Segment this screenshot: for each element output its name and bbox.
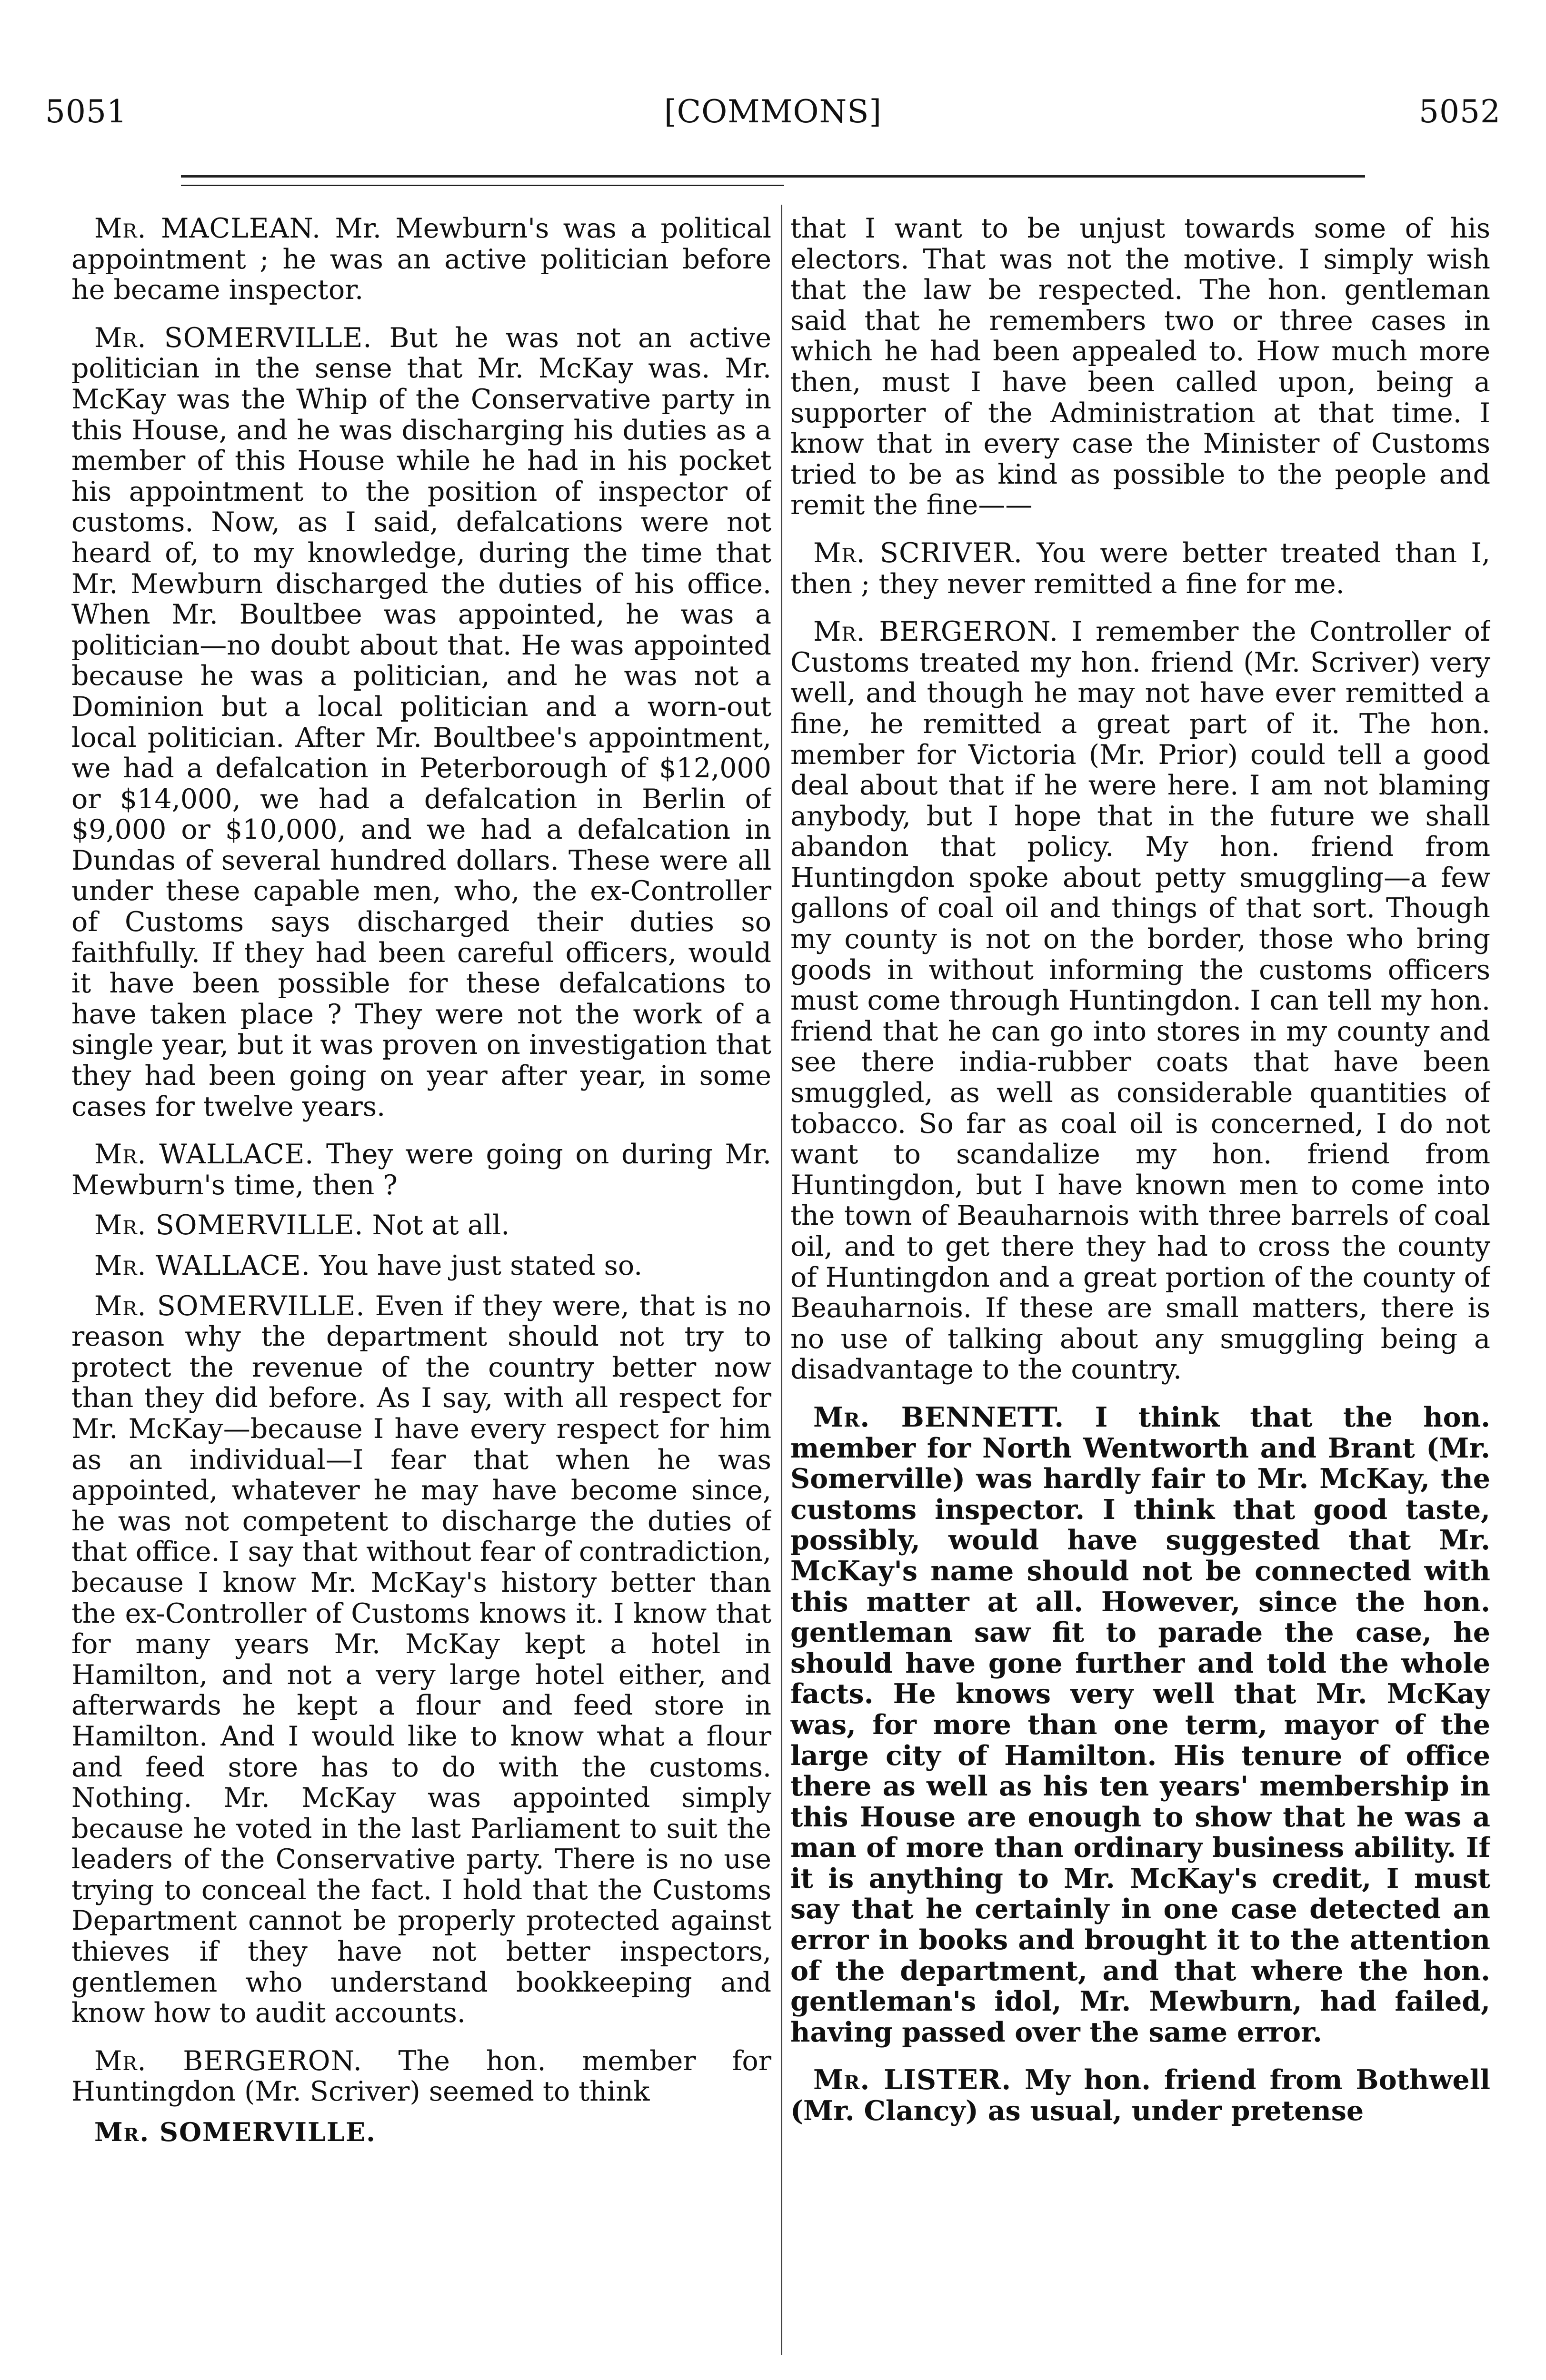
speaker-name: Mr. SCRIVER. bbox=[813, 537, 1023, 569]
speaker-name: Mr. BENNETT. bbox=[813, 1401, 1065, 1433]
paragraph-text: Mr. Mewburn's was a political appointment ; he was an active politician before he became inspector. bbox=[71, 213, 771, 306]
paragraph-text: My hon. friend from Bothwell (Mr. Clancy) as usual, under pretense bbox=[790, 2064, 1490, 2127]
paragraph-text: I think that the hon. member for North Wentworth and Brant (Mr. Somerville) was hardly fair to Mr. McKay, the customs inspector. I think that good taste, possibly, would have suggested that Mr. McKay's name should not be connected with this matter at all. However, since the hon. gentleman saw fit to parade the case, he should have gone further and told the whole facts. He knows very well that Mr. McKay was, for more than one term, mayor of the large city of Hamilton. His tenure of office there as well as his ten years' membership in this House are enough to show that he was a man of more than ordinary business ability. If it is anything to Mr. McKay's credit, I must say that he certainly in one case detected an error in books and brought it to the attention of the department, and that where the hon. gentleman's idol, Mr. Mewburn, had failed, having passed over the same error. bbox=[790, 1401, 1490, 2048]
paragraph bbox=[71, 213, 771, 306]
paragraph-text: I remember the Controller of Customs treated my hon. friend (Mr. Scriver) very well, and though he may not have ever remitted a fine, he remitted a great part of it. The hon. member for Victoria (Mr. Prior) could tell a good deal about that if he were here. I am not blaming anybody, but I hope that in the future we shall abandon that policy. My hon. friend from Huntingdon spoke about petty smuggling—a few gallons of coal oil and things of that sort. Though my county is not on the border, those who bring goods in without informing the customs officers must come through Huntingdon. I can tell my hon. friend that he can go into stores in my county and see there india-rubber coats that have been smuggled, as well as considerable quantities of tobacco. So far as coal oil is concerned, I do not want to scandalize my hon. friend from Huntingdon, but I have known men to come into the town of Beauharnois with three barrels of coal oil, and to get there they had to cross the county of Huntingdon and a great portion of the county of Beauharnois. If these are small matters, there is no use of talking about any smuggling being a disadvantage to the country. bbox=[790, 616, 1490, 1386]
running-head: [COMMONS] bbox=[664, 93, 882, 130]
paragraph bbox=[71, 2046, 771, 2107]
speaker-name: Mr. MACLEAN. bbox=[94, 213, 321, 244]
paragraph bbox=[71, 1210, 771, 1241]
paragraph bbox=[790, 538, 1490, 599]
speaker-name: Mr. LISTER. bbox=[813, 2064, 1012, 2096]
paragraph-text: You were better treated than I, then ; they never remitted a fine for me. bbox=[790, 537, 1490, 600]
paragraph-text: Even if they were, that is no reason why the department should not try to protect the revenue of the country better now than they did before. As I say, with all respect for Mr. McKay—because I have every respect for him as an individual—I fear that when he was appointed, whatever he may have become since, he was not competent to discharge the duties of that office. I say that without fear of contradiction, because I know Mr. McKay's history better than the ex-Controller of Customs knows it. I know that for many years Mr. McKay kept a hotel in Hamilton, and not a very large hotel either, and afterwards he kept a flour and feed store in Hamilton. And I would like to know what a flour and feed store has to do with the customs. Nothing. Mr. McKay was appointed simply because he voted in the last Parliament to suit the leaders of the Conservative party. There is no use trying to conceal the fact. I hold that the Customs Department cannot be properly protected against thieves if they have not better inspectors, gentlemen who understand bookkeeping and know how to audit accounts. bbox=[71, 1290, 771, 2029]
paragraph-text: But he was not an active politician in the sense that Mr. McKay was. Mr. McKay was the Whip of the Conservative party in this House, and he was discharging his duties as a member of this House while he had in his pocket his appointment to the position of inspector of customs. Now, as I said, defalcations were not heard of, to my knowledge, during the time that Mr. Mewburn discharged the duties of his office. When Mr. Boultbee was appointed, he was a politician—no doubt about that. He was appointed because he was a politician, and he was not a Dominion but a local politician and a worn-out local politician. After Mr. Boultbee's appointment, we had a defalcation in Peterborough of $12,000 or $14,000, we had a defalcation in Berlin of $9,000 or $10,000, and we had a defalcation in Dundas of several hundred dollars. These were all under these capable men, who, the ex-Controller of Customs says discharged their duties so faithfully. If they had been careful officers, would it have been possible for these defalcations to have taken place ? They were not the work of a single year, but it was proven on investigation that they had been going on year after year, in some cases for twelve years. bbox=[71, 322, 771, 1122]
page-header bbox=[45, 90, 1501, 143]
speaker-name: Mr. WALLACE. bbox=[94, 1139, 314, 1170]
catchword-footer: Mr. SOMERVILLE. bbox=[94, 2117, 376, 2148]
paragraph-text: Not at all. bbox=[372, 1210, 510, 1241]
paragraph-text: that I want to be unjust towards some of his electors. That was not the motive. I simply wish that the law be respected. The hon. gentleman said that he remembers two or three cases in which he had been appealed to. How much more then, must I have been called upon, being a supporter of the Administration at that time. I know that in every case the Minister of Customs tried to be as kind as possible to the people and remit the fine—— bbox=[790, 213, 1490, 521]
paragraph bbox=[71, 1291, 771, 2029]
column-divider bbox=[781, 205, 782, 2355]
left-column bbox=[71, 213, 771, 2367]
paragraph bbox=[790, 2065, 1490, 2126]
paragraph-text: The hon. member for Huntingdon (Mr. Scriver) seemed to think bbox=[71, 2045, 771, 2108]
speaker-name: Mr. BERGERON. bbox=[813, 616, 1058, 648]
paragraph bbox=[790, 1402, 1490, 2048]
speaker-name: Mr. WALLACE. bbox=[94, 1250, 310, 1281]
header-rule bbox=[181, 175, 1365, 178]
paragraph bbox=[71, 1250, 771, 1281]
speaker-name: Mr. SOMERVILLE. bbox=[94, 1210, 364, 1241]
paragraph-text: You have just stated so. bbox=[319, 1250, 643, 1281]
page-number-right: 5052 bbox=[1419, 93, 1501, 130]
paragraph-text: They were going on during Mr. Mewburn's time, then ? bbox=[71, 1139, 771, 1201]
paragraph bbox=[790, 213, 1490, 521]
speaker-name: Mr. SOMERVILLE. bbox=[94, 322, 372, 354]
paragraph bbox=[71, 1139, 771, 1200]
speaker-name: Mr. SOMERVILLE. bbox=[94, 1290, 365, 1322]
right-column bbox=[790, 213, 1490, 2367]
speaker-name: Mr. BERGERON. bbox=[94, 2045, 362, 2077]
header-rule-secondary bbox=[181, 185, 784, 186]
page-number-left: 5051 bbox=[45, 93, 127, 130]
paragraph bbox=[790, 616, 1490, 1385]
paragraph bbox=[71, 323, 771, 1122]
